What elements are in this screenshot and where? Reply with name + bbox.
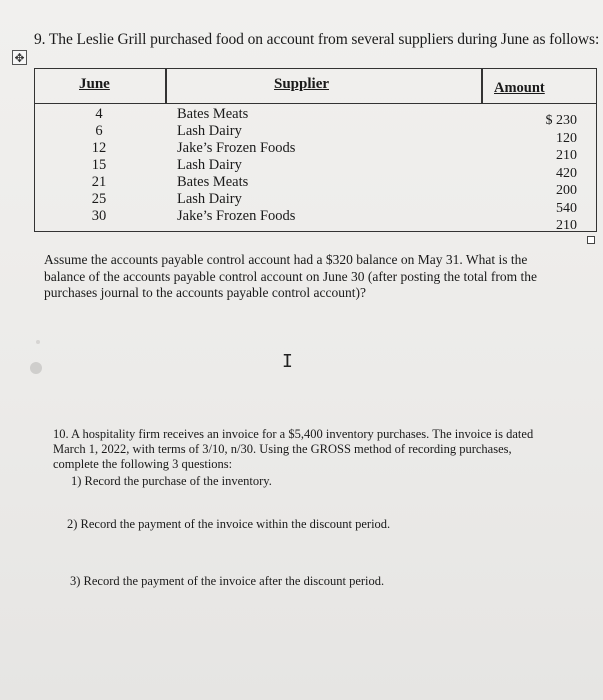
table-cell-supplier: Lash Dairy: [177, 191, 242, 207]
header-supplier: Supplier: [274, 76, 330, 92]
question-10-body: [53, 427, 533, 472]
question-9-body: [44, 252, 537, 302]
table-cell-day: 12: [91, 140, 107, 156]
table-cell-amount: 200: [556, 183, 577, 198]
table-cell-supplier: Jake’s Frozen Foods: [177, 208, 296, 224]
table-cell-supplier: Bates Meats: [177, 174, 249, 190]
table-cell-day: 6: [95, 123, 103, 139]
table-cell-amount: 210: [556, 218, 577, 233]
resize-handle-icon[interactable]: [587, 236, 595, 244]
supplier-table: [34, 68, 597, 232]
table-cell-supplier: Lash Dairy: [177, 157, 242, 173]
table-header: [35, 69, 596, 104]
table-cell-day: 25: [91, 191, 107, 207]
table-cell-amount: $ 230: [545, 113, 577, 128]
table-cell-day: 21: [91, 174, 107, 190]
table-cell-amount: 120: [556, 130, 577, 146]
question-10-part-2: 2) Record the payment of the invoice within the discount period.: [67, 517, 391, 531]
table-cell-day: 4: [95, 106, 103, 122]
text-cursor-icon: I: [282, 351, 293, 372]
question-10-part-3: 3) Record the payment of the invoice after the discount period.: [70, 574, 385, 588]
table-cell-day: 30: [91, 208, 107, 224]
column-divider: [481, 69, 483, 103]
supplier-column: [177, 106, 295, 225]
question-9-title: 9. The Leslie Grill purchased food on account from several suppliers during June as follows:: [34, 31, 600, 48]
text-line: balance of the accounts payable control account on June 30 (after posting the total from the: [44, 268, 537, 284]
june-column: [77, 106, 121, 225]
text-line: March 1, 2022, with terms of 3/10, n/30. Using the GROSS method of recording purchases,: [53, 442, 512, 456]
text-line: Assume the accounts payable control account had a $320 balance on May 31. What is the: [44, 252, 528, 267]
text-line: complete the following 3 questions:: [53, 457, 233, 471]
table-cell-supplier: Bates Meats: [177, 106, 249, 122]
decorative-blur-dot: [30, 362, 42, 374]
table-cell-day: 15: [91, 157, 107, 173]
table-cell-supplier: Lash Dairy: [177, 123, 242, 139]
move-icon[interactable]: ✥: [12, 50, 27, 65]
table-cell-supplier: Jake’s Frozen Foods: [177, 140, 296, 156]
table-cell-amount: 420: [556, 165, 577, 181]
column-divider: [165, 69, 167, 103]
header-amount: Amount: [494, 80, 545, 96]
text-line: purchases journal to the accounts payable control account)?: [44, 285, 366, 300]
table-cell-amount: 540: [556, 200, 577, 216]
amount-column: [546, 112, 578, 235]
text-line: 10. A hospitality firm receives an invoice for a $5,400 inventory purchases. The invoice is dated: [53, 427, 534, 441]
question-10-part-1: 1) Record the purchase of the inventory.: [71, 474, 272, 488]
decorative-blur-dot: [36, 340, 40, 344]
table-cell-amount: 210: [556, 148, 577, 163]
header-june: June: [79, 76, 110, 92]
